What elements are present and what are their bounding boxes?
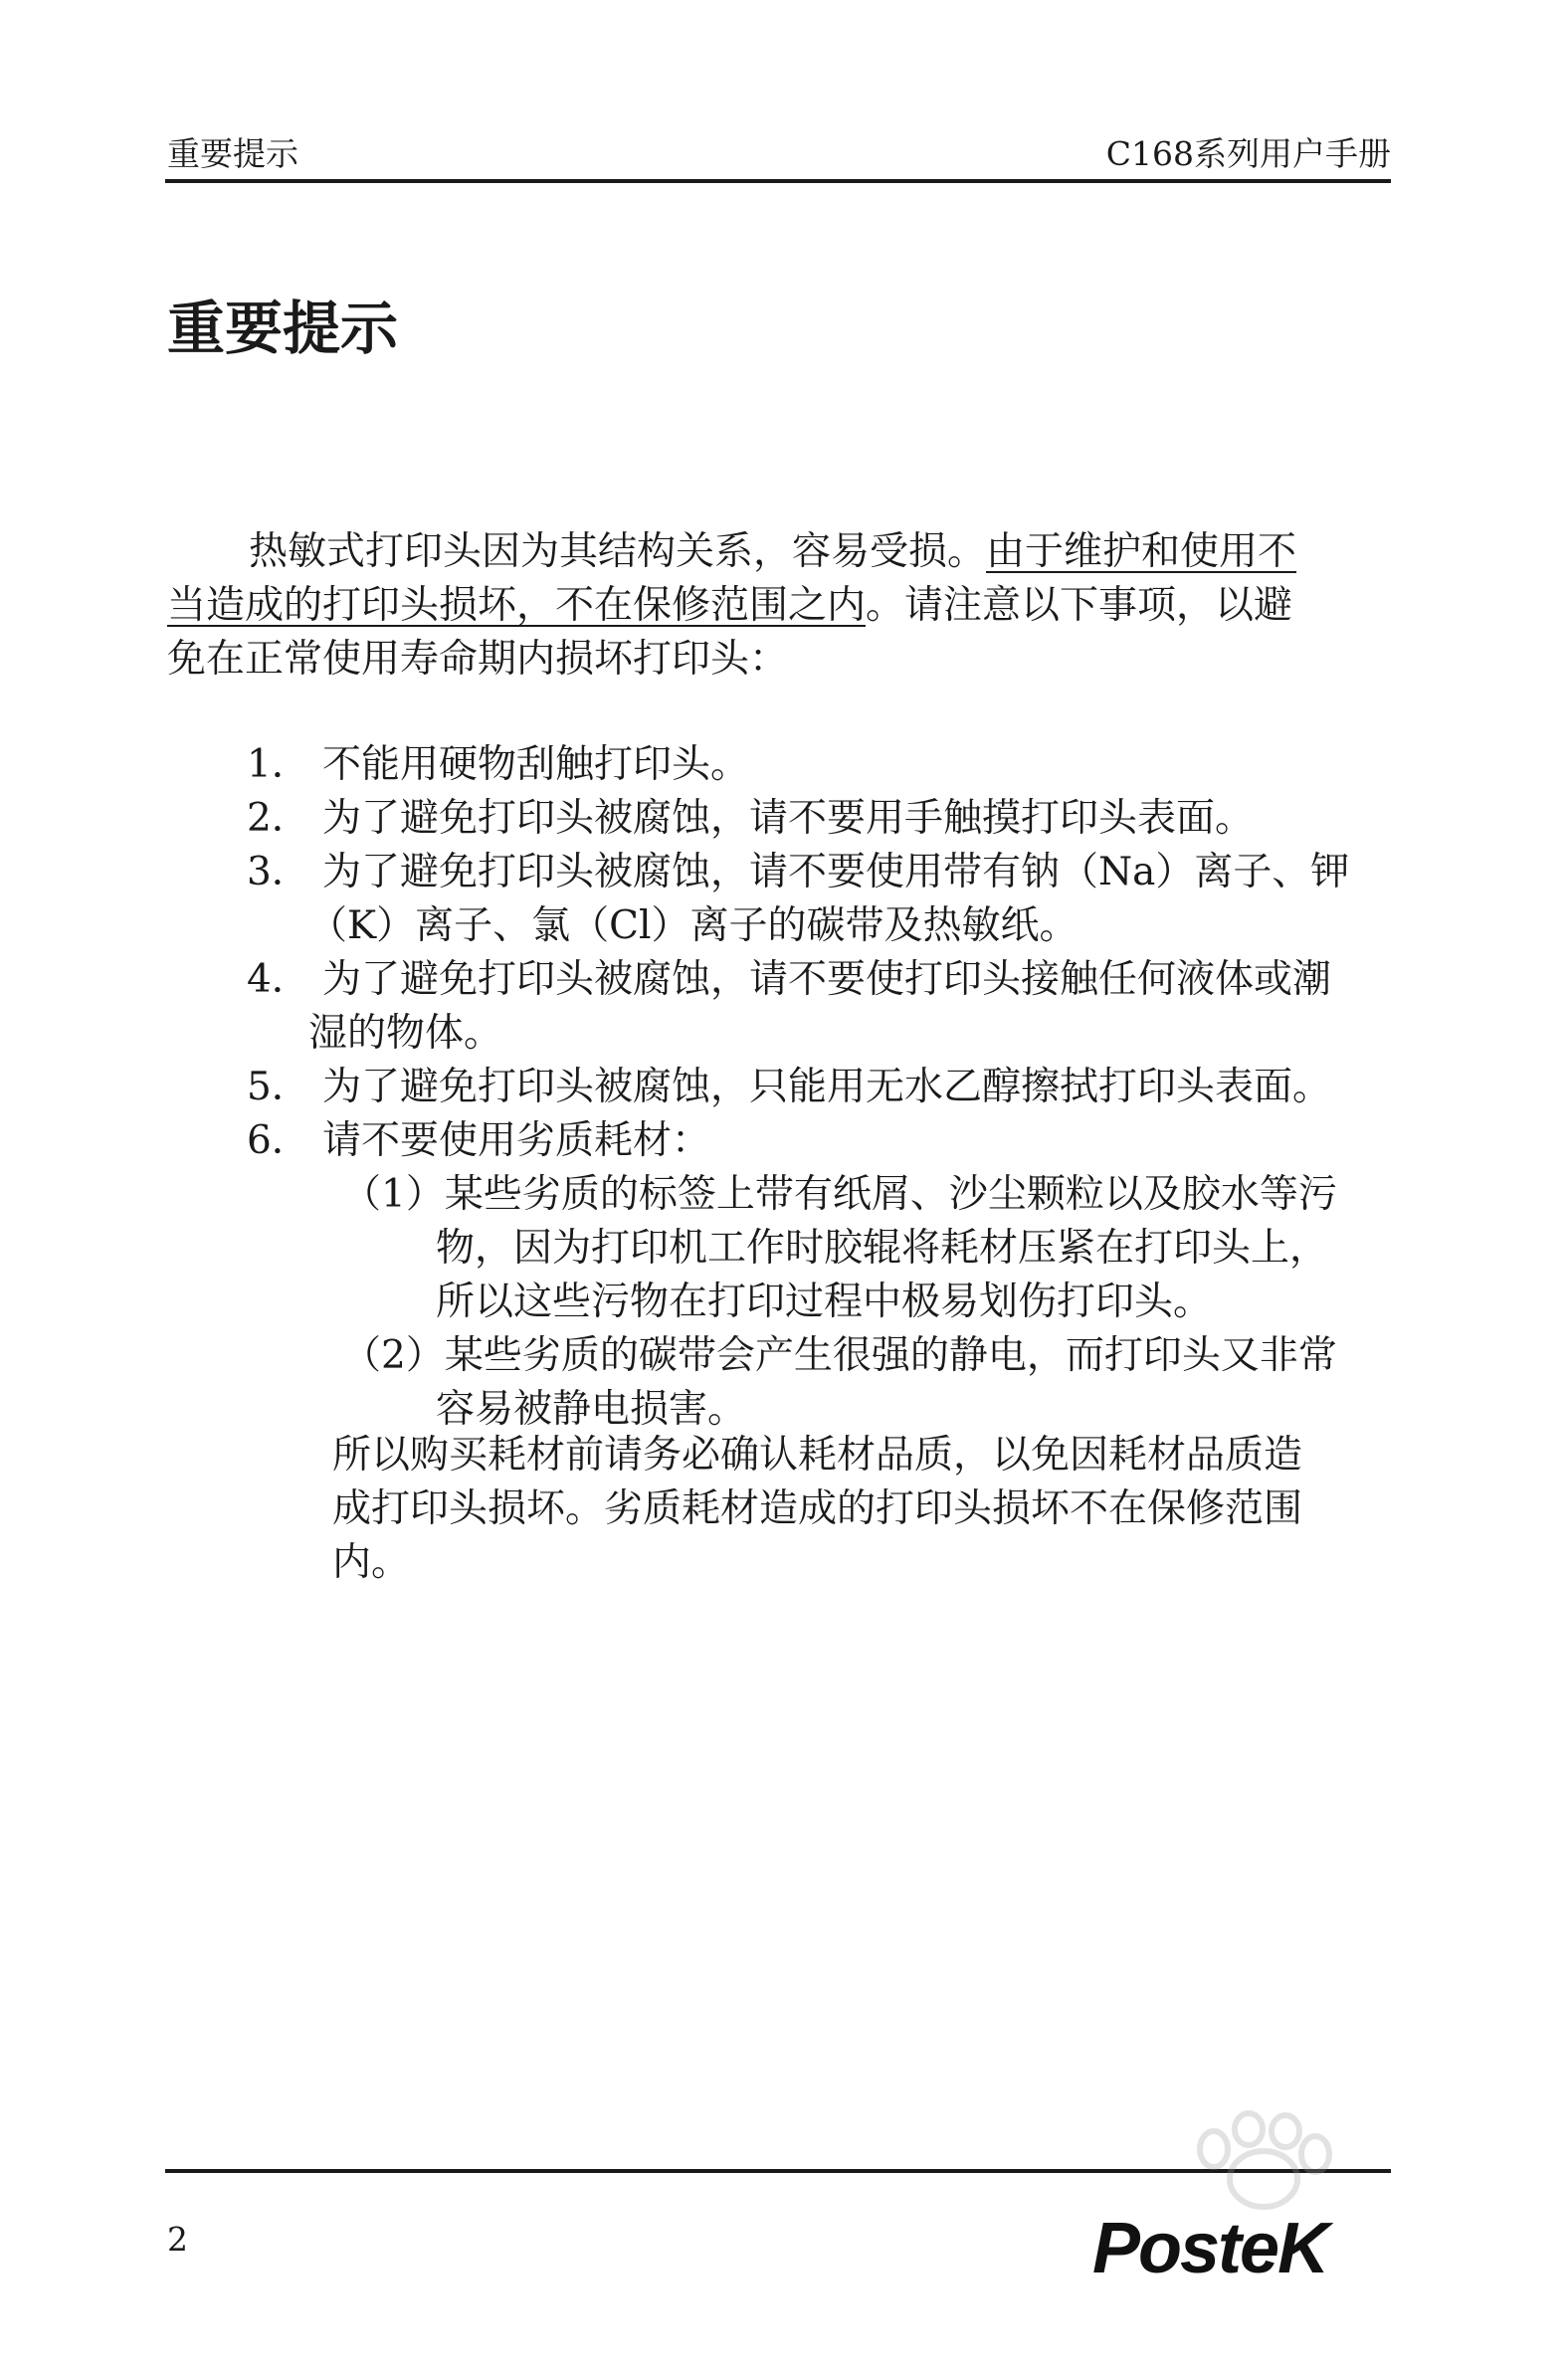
intro-paragraph: [167, 525, 1393, 687]
closing-line: 内。: [332, 1540, 411, 1585]
list-item-text: 不能用硬物刮触打印头。: [322, 742, 750, 787]
list-item-text: 为了避免打印头被腐蚀，请不要使用带有钠（Na）离子、钾: [322, 850, 1350, 894]
list-item: [247, 846, 1391, 953]
list-item: [247, 953, 1391, 1061]
list-item-number: 6．: [247, 1118, 310, 1163]
header-manual-title: C168系列用户手册: [1105, 134, 1391, 173]
list-item-text: （K）离子、氯（Cl）离子的碳带及热敏纸。: [308, 903, 1078, 948]
warranty-notice-underlined: 由于维护和使用不: [986, 529, 1297, 574]
list-item-number: 2．: [247, 796, 310, 841]
intro-text: 。请注意以下事项，以避: [866, 583, 1293, 628]
list-item-text: 请不要使用劣质耗材：: [322, 1118, 711, 1163]
footer-divider: [165, 2169, 1391, 2173]
intro-text: 热敏式打印头因为其结构关系，容易受损。: [249, 529, 987, 574]
closing-paragraph: [332, 1429, 1393, 1590]
intro-text: 免在正常使用寿命期内损坏打印头：: [167, 637, 789, 682]
header-section-title: 重要提示: [167, 134, 298, 173]
list-item: [247, 792, 1391, 846]
sub-list-item: [342, 1168, 1393, 1329]
sub-item-text: 某些劣质的碳带会产生很强的静电，而打印头又非常: [444, 1333, 1337, 1378]
list-item: [247, 1114, 1391, 1168]
sub-item-text: 所以这些污物在打印过程中极易划伤打印头。: [436, 1280, 1213, 1324]
list-item-text: 为了避免打印头被腐蚀，请不要用手触摸打印头表面。: [322, 796, 1255, 841]
list-item: [247, 738, 1391, 792]
list-item-number: 4．: [247, 957, 310, 1002]
sub-item-label: （1）: [342, 1172, 445, 1217]
posteK-logo: PosteK: [1092, 2209, 1328, 2288]
page-number: 2: [167, 2220, 188, 2259]
list-item: [247, 1061, 1391, 1114]
list-item-number: 1．: [247, 742, 310, 787]
sub-item-text: 容易被静电损害。: [436, 1387, 747, 1432]
sub-item-text: 物，因为打印机工作时胶辊将耗材压紧在打印头上，: [436, 1226, 1329, 1271]
sub-item-text: 某些劣质的标签上带有纸屑、沙尘颗粒以及胶水等污: [444, 1172, 1337, 1217]
sub-item-label: （2）: [342, 1333, 445, 1378]
page-title: 重要提示: [167, 295, 399, 362]
closing-line: 成打印头损坏。劣质耗材造成的打印头损坏不在保修范围: [332, 1486, 1303, 1531]
closing-line: 所以购买耗材前请务必确认耗材品质，以免因耗材品质造: [332, 1433, 1303, 1478]
sub-list-item: [342, 1329, 1393, 1437]
header-divider: [165, 179, 1391, 183]
list-item-text: 湿的物体。: [308, 1011, 503, 1056]
list-item-text: 为了避免打印头被腐蚀，只能用无水乙醇擦拭打印头表面。: [322, 1065, 1332, 1109]
list-item-number: 5．: [247, 1065, 310, 1109]
list-item-text: 为了避免打印头被腐蚀，请不要使打印头接触任何液体或潮: [322, 957, 1332, 1002]
list-item-number: 3．: [247, 850, 310, 894]
warranty-notice-underlined: 当造成的打印头损坏，不在保修范围之内: [167, 583, 867, 628]
